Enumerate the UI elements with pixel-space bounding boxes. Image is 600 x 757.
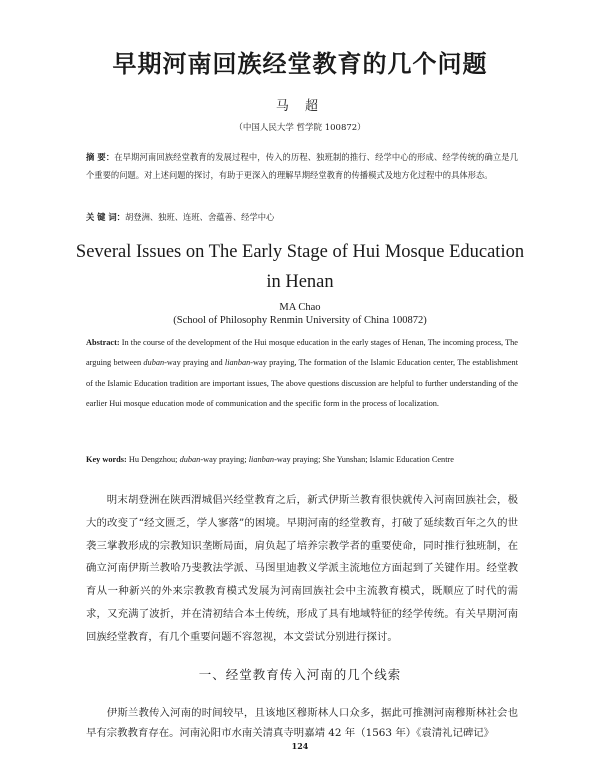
page-title: 早期河南回族经堂教育的几个问题	[112, 50, 488, 78]
keywords-en-term-lianban: lianban	[248, 455, 275, 464]
english-author: MA Chao	[279, 302, 321, 313]
english-affiliation: (School of Philosophy Renmin University of China 100872)	[173, 315, 427, 326]
english-title-line-2: in Henan	[266, 272, 334, 292]
section-heading: 一、经堂教育传入河南的几个线索	[198, 667, 402, 682]
author-name: 马 超	[275, 99, 325, 114]
keywords-label: 关 键 词：	[86, 212, 125, 222]
abstract-en-term-duban: duban	[143, 358, 165, 368]
page-number: 124	[291, 741, 309, 751]
keywords-en-text-1: Hu Dengzhou;	[126, 455, 180, 464]
keywords-en-text-3: -way praying; She Yunshan; Islamic Education Centre	[274, 455, 454, 464]
body-paragraph-2: 伊斯兰教传入河南的时间较早，且该地区穆斯林人口众多，据此可推测河南穆斯林社会也早有宗教教育存在。河南沁阳市水南关清真寺明嘉靖 42 年（1563 年）《袁清礼记碑记》	[86, 707, 518, 739]
keywords-en-text-2: -way praying;	[200, 455, 249, 464]
abstract-en-text-2: -way praying and	[164, 358, 225, 368]
abstract-en-term-lianban: lianban	[224, 358, 251, 368]
abstract-label: 摘 要：	[86, 152, 115, 162]
english-title	[60, 237, 540, 297]
abstract-chinese	[86, 148, 518, 184]
keywords-english	[86, 455, 526, 464]
abstract-en-text-3: -way praying, The formation of the Islamic Education center, The establishment of the Islamic Education tradition are important issues, The above questions discussion are helpful to further understanding of the earlier Hui mosque education mode of communication and the specific form in the process of localization.	[86, 358, 519, 408]
english-title-line-1: Several Issues on The Early Stage of Hui Mosque Education	[75, 242, 525, 262]
abstract-en-text-1: In the course of the development of the Hui mosque education in the early stages of Henan, The incoming process, The arguing between	[86, 338, 518, 368]
abstract-english	[86, 333, 518, 414]
keywords-text: 胡登洲、独班、连班、舍蕴善、经学中心	[124, 212, 275, 222]
body-paragraph-1: 明末胡登洲在陕西渭城倡兴经堂教育之后，新式伊斯兰教育很快就传入河南回族社会，极大的改变了“经文匮乏，学人寥落”的困境。早期河南的经堂教育，打破了延续数百年之久的世袭三掌教形成的宗教知识垄断局面，肩负起了培养宗教学者的重要使命，同时推行独班制，在确立河南伊斯兰教哈乃斐教法学派、马图里迪教义学派主流地位方面起到了关键作用。经堂教育从一种新兴的外来宗教教育模式发展为河南回族社会中主流教育模式，既顺应了时代的需求，又充满了波折，并在清初结合本土传统，形成了具有地域特征的经学传统。有关早期河南回族经堂教育，有几个重要问题不容忽视，本文尝试分别进行探讨。	[86, 494, 518, 643]
keywords-chinese	[86, 211, 518, 223]
author-affiliation: （中国人民大学 哲学院 100872）	[234, 123, 366, 133]
keywords-en-label: Key words:	[86, 455, 127, 464]
abstract-en-label: Abstract:	[86, 338, 120, 347]
abstract-text: 在早期河南回族经堂教育的发展过程中，传入的历程、独班制的推行、经学中心的形成、经学传统的确立是几个重要的问题。对上述问题的探讨，有助于更深入的理解早期经堂教育的传播模式及地方化过程中的具体形态。	[86, 152, 518, 180]
keywords-en-term-duban: duban	[179, 455, 201, 464]
